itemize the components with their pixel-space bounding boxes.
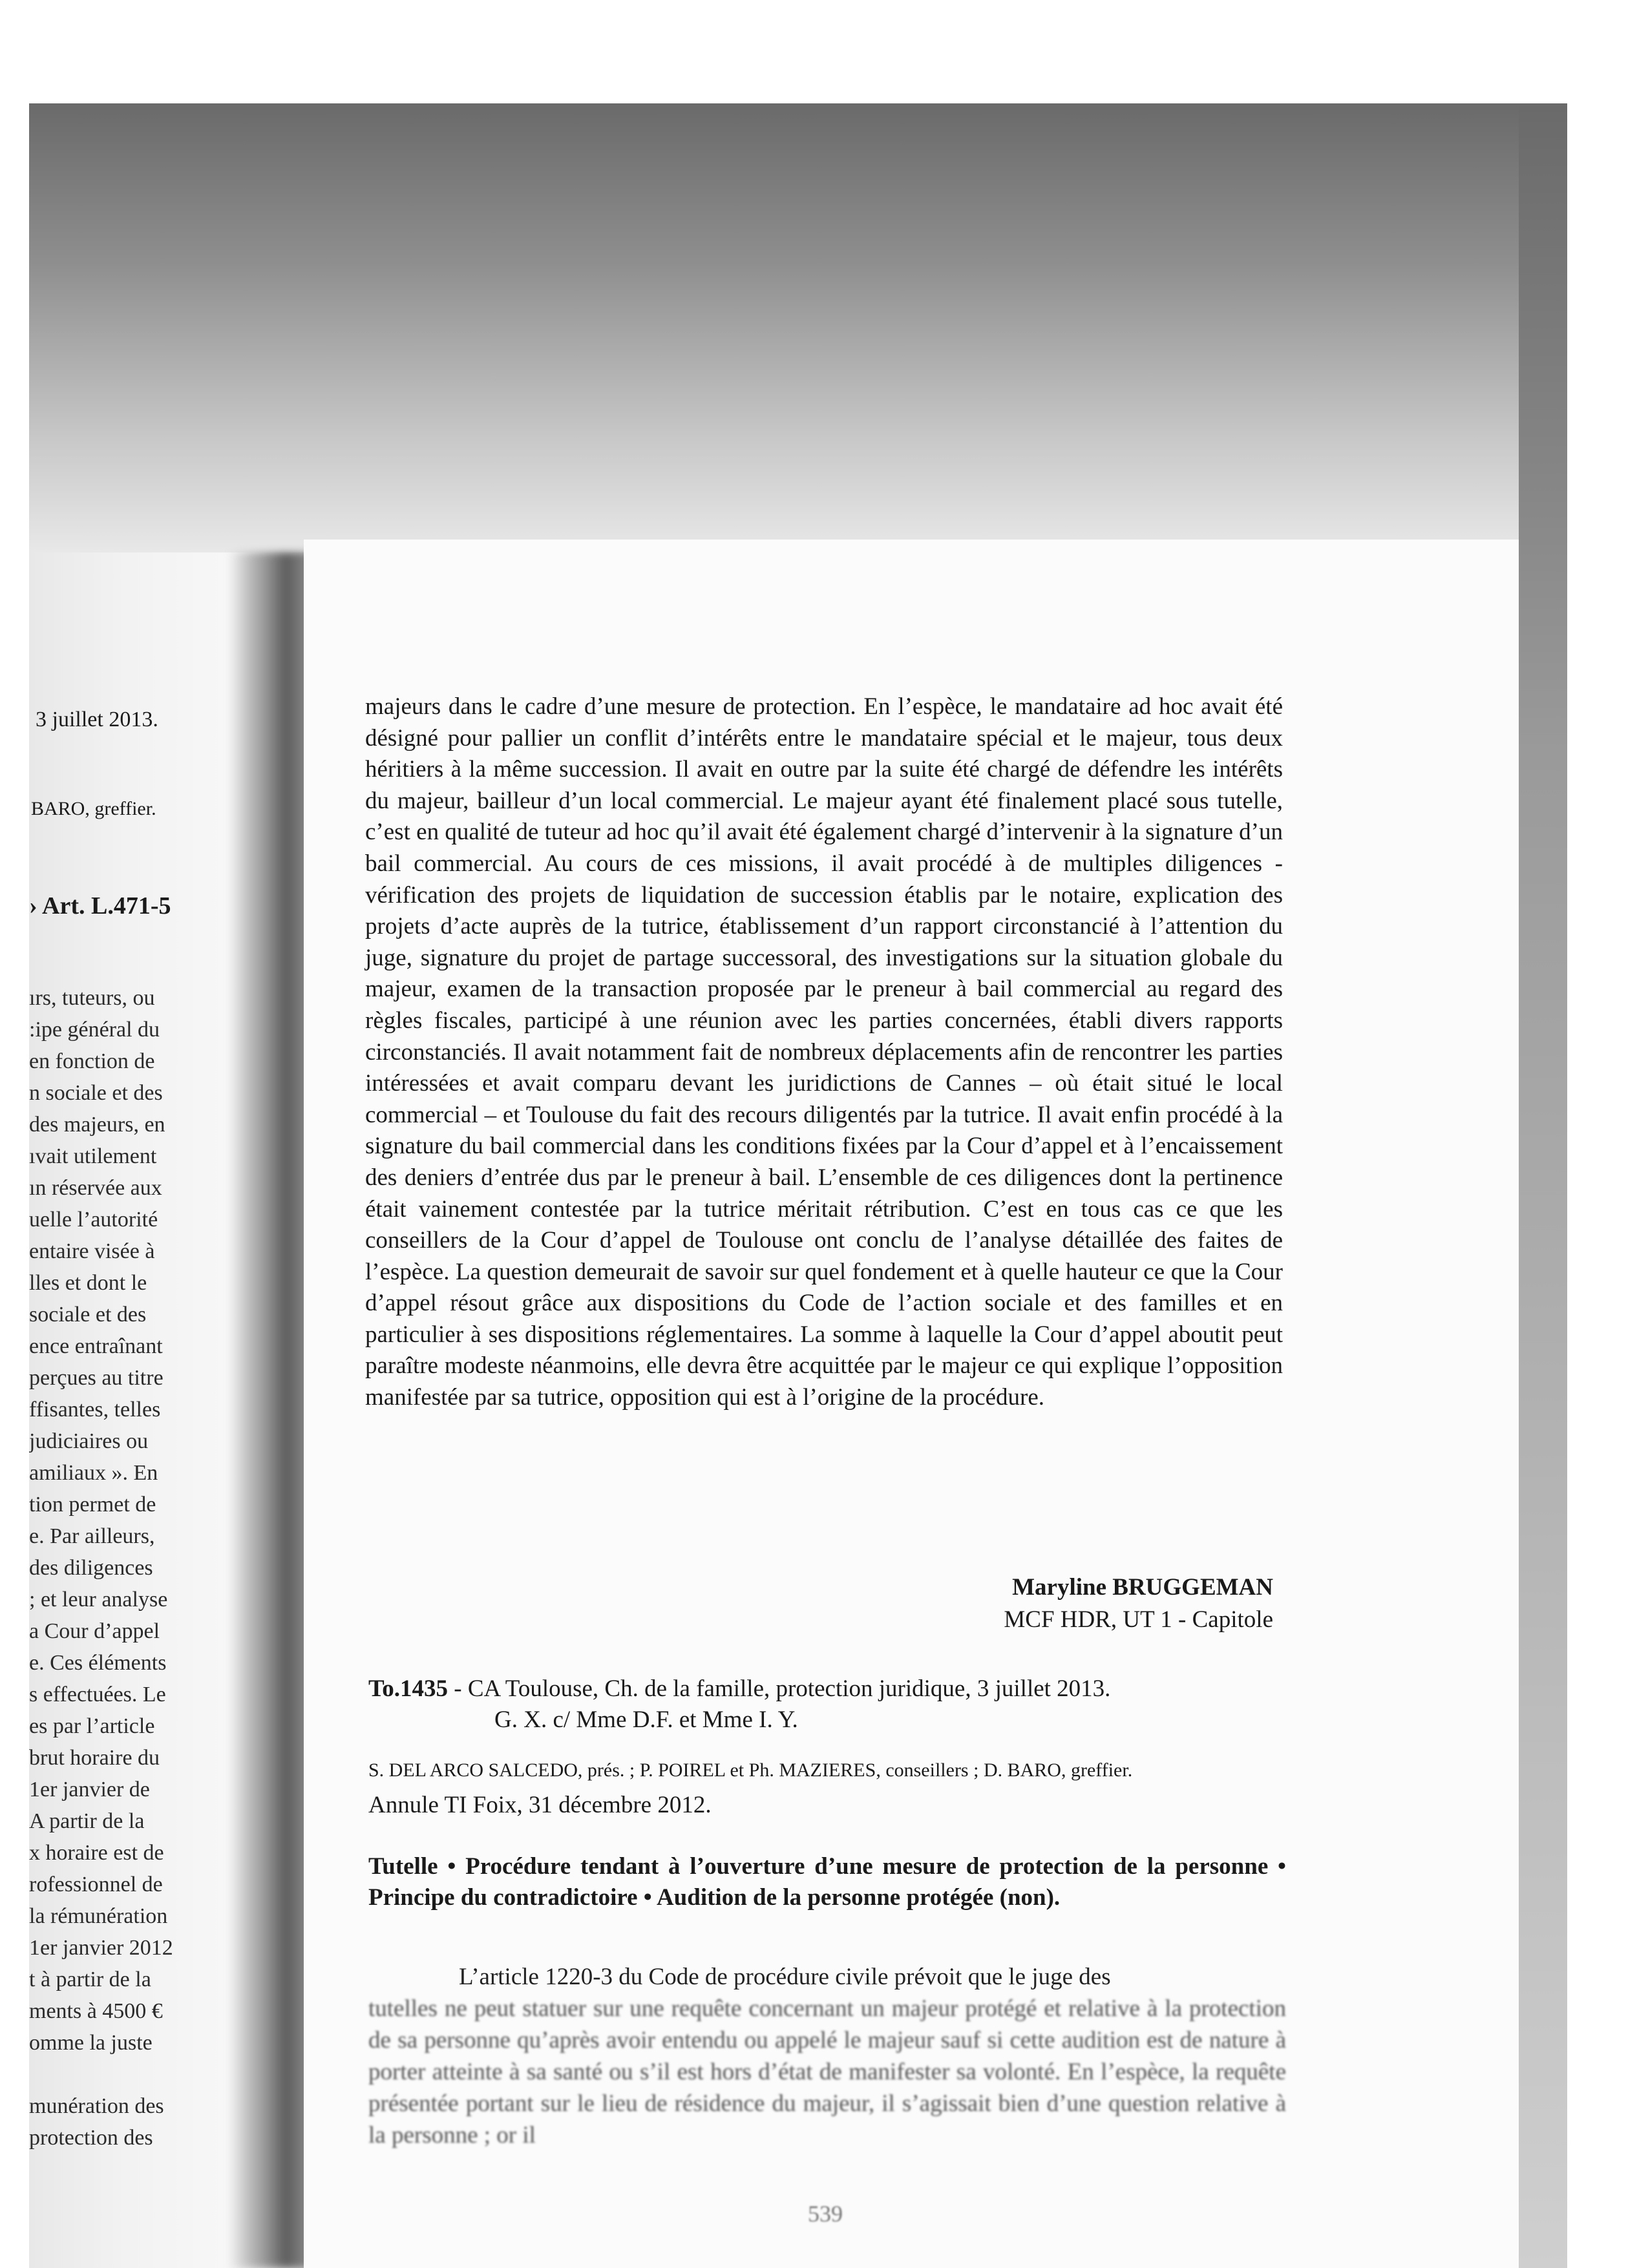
left-date: 3 juillet 2013. [36,708,158,731]
author-role: MCF HDR, UT 1 - Capitole [1004,1606,1273,1633]
author-name: Maryline BRUGGEMAN [1012,1574,1273,1601]
left-text-line: en fonction de [29,1049,155,1073]
main-paragraph [365,691,1283,1414]
left-text-line: des majeurs, en [29,1113,165,1137]
left-text-lines [29,982,242,2154]
left-text-line: uelle l’autorité [29,1208,158,1232]
left-text-line: sociale et des [29,1303,147,1327]
left-text-line [29,2059,242,2090]
left-text-line: t à partir de la [29,1968,151,1991]
reference-parties: G. X. c/ Mme D.F. et Mme I. Y. [494,1706,798,1733]
left-text-line: des diligences [29,1556,153,1580]
paragraph-2-lead: L’article 1220-3 du Code de procédure civile prévoit que le juge des [459,1964,1111,1990]
left-greffier: BARO, greffier. [31,798,156,819]
left-text-line: ırs, tuteurs, ou [29,986,155,1010]
reference-court: - CA Toulouse, Ch. de la famille, protection juridique, 3 juillet 2013. [448,1675,1111,1702]
left-text-line: entaire visée à [29,1239,155,1263]
scan-shadow [29,103,1567,556]
left-text-line: tion permet de [29,1493,156,1517]
left-text-line: perçues au titre [29,1366,164,1390]
left-text-line: a Cour d’appel [29,1619,160,1643]
left-text-line: ffisantes, telles [29,1398,161,1422]
left-text-line: protection des [29,2126,153,2150]
annule-line: Annule TI Foix, 31 décembre 2012. [368,1792,712,1818]
left-text-line: rofessionnel de [29,1873,163,1896]
left-text-line: brut horaire du [29,1746,160,1770]
left-text-line: la rémunération [29,1904,168,1928]
left-text-line: judiciaires ou [29,1429,149,1453]
reference-number: To.1435 [368,1675,449,1702]
left-text-line: x horaire est de [29,1841,164,1865]
left-text-line: A partir de la [29,1809,145,1833]
left-text-line: 1er janvier 2012 [29,1936,173,1960]
scan-shadow-edge [1519,103,1567,2268]
left-text-line: es par l’article [29,1714,155,1738]
keywords-heading: Tutelle • Procédure tendant à l’ouverture d’une mesure de protection de la personne • Principe du contradictoire • Audition de la personne protégée (non). [368,1853,1286,1911]
left-text-line: ıvait utilement [29,1144,157,1168]
left-text-line: ence entraînant [29,1334,163,1358]
left-text-line: lles et dont le [29,1271,147,1295]
left-text-line: amiliaux ». En [29,1461,158,1485]
right-page [304,540,1519,2268]
left-text-line: ; et leur analyse [29,1588,168,1612]
left-text-line: ments à 4500 € [29,1999,163,2023]
left-text-line: ın réservée aux [29,1176,162,1200]
paragraph-2-rest: tutelles ne peut statuer sur une requête concernant un majeur protégé et relative à la protection de sa personne qu’après avoir entendu ou appelé le majeur sauf si cette audition est de nature à porter atteinte à sa santé ou s’il est hors d’état de manifester sa volonté. En l’espèce, la requête présentée portant sur le lieu de résidence du majeur, il s’agissait bien d’une question relative à la personne ; or il [368,1995,1286,2148]
decision-reference [368,1674,1286,1736]
left-text-line: munération des [29,2094,164,2118]
left-text-line: omme la juste [29,2031,153,2055]
left-text-line: 1er janvier de [29,1778,150,1801]
paragraph-2 [368,1961,1286,2151]
paragraph-1: majeurs dans le cadre d’une mesure de protection. En l’espèce, le mandataire ad hoc avait été désigné pour pallier un conflit d’intérêts entre le mandataire spécial et le majeur, tous deux héritiers à la même succession. Il avait en outre par la suite été chargé de défendre les intérêts du majeur, bailleur d’un local commercial. Le majeur ayant été finalement placé sous tutelle, c’est en qualité de tuteur ad hoc qu’il avait été également chargé d’intervenir à la signature d’un bail commercial. Au cours de ces missions, il avait procédé à de multiples diligences - vérification des projets de liquidation de succession établis par le notaire, explication des projets d’acte auprès de la tutrice, établissement d’un rapport circonstancié à l’attention du juge, signature du projet de partage successoral, des investigations sur la situation globale du majeur, examen de la transaction proposée par le preneur à bail commercial au regard des règles fiscales, participé à une réunion avec les parties concernées, établi divers rapports circonstanciés. Il avait notamment fait de nombreux déplacements afin de rencontrer les parties intéressées et avait comparu devant les juridictions de Cannes – où était situé le local commercial – et Toulouse du fait des recours diligentés par la tutrice. Il avait enfin procédé à la signature du bail commercial dans les conditions fixées par la Cour d’appel et à l’encaissement des deniers d’entrée dus par le preneur à bail. L’ensemble de ces diligences dont la pertinence était vainement contestée par la tutrice méritait rétribution. C’est en tous cas ce que les conseillers de la Cour d’appel de Toulouse ont conclu de l’analyse détaillée des faites de l’espèce. La question demeurait de savoir sur quel fondement et à quelle hauteur ce que la Cour d’appel résout grâce aux dispositions du Code de l’action sociale et des familles et en particulier à ses dispositions réglementaires. La somme à laquelle la Cour d’appel aboutit peut paraître modeste néanmoins, elle devra être acquittée par le majeur ce qui explique l’opposition manifestée par sa tutrice, opposition qui est à l’origine de la procédure. [365,693,1283,1411]
left-text-line: s effectuées. Le [29,1683,166,1706]
left-text-line: n sociale et des [29,1081,163,1105]
judges-line: S. DEL ARCO SALCEDO, prés. ; P. POIREL et Ph. MAZIERES, conseillers ; D. BARO, greffier. [368,1759,1133,1781]
left-text-line: e. Ces éléments [29,1651,167,1675]
left-article-heading: › Art. L.471-5 [29,892,171,919]
left-text-line: :ipe général du [29,1018,160,1042]
left-text-line: e. Par ailleurs, [29,1524,155,1548]
page-number: 539 [808,2201,843,2227]
